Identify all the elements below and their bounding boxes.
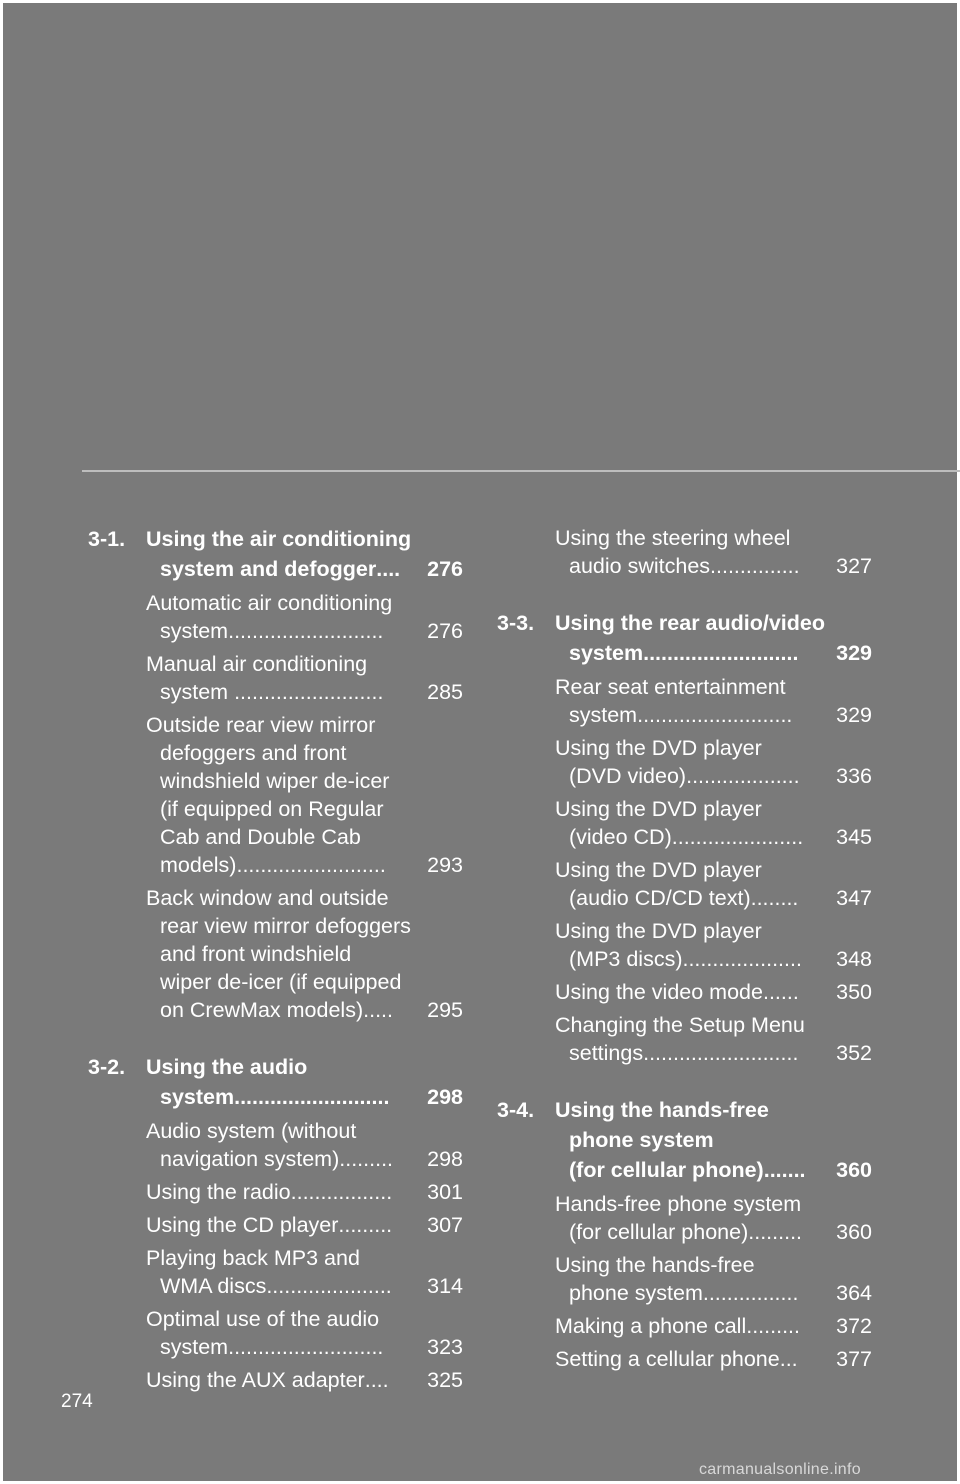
toc-entry[interactable] <box>497 673 872 729</box>
entry-line: system <box>160 1335 229 1359</box>
leader-dots: ........ <box>750 886 799 910</box>
section-title-line: (for cellular phone) <box>569 1158 764 1182</box>
entry-line: Outside rear view mirror <box>146 713 376 737</box>
entry-line: Using the video mode <box>555 980 763 1004</box>
entry-line: Using the DVD player <box>555 858 762 882</box>
entry-line: defoggers and front <box>160 741 347 765</box>
toc-right-column <box>497 524 872 1373</box>
leader-dots: ....... <box>763 1158 806 1182</box>
toc-entry[interactable] <box>88 1366 463 1394</box>
toc-entry[interactable] <box>88 589 463 645</box>
section-title[interactable] <box>88 524 463 584</box>
section-title-line: system and defogger <box>160 557 377 581</box>
page-ref: 301 <box>427 1180 463 1204</box>
page-ref: 314 <box>427 1274 463 1298</box>
toc-entry[interactable] <box>497 734 872 790</box>
entry-line: Audio system (without <box>146 1119 357 1143</box>
page-ref: 345 <box>836 825 872 849</box>
page-ref: 329 <box>836 641 872 665</box>
toc-entry[interactable] <box>497 1011 872 1067</box>
leader-dots: ..................... <box>266 1274 392 1298</box>
entry-line: (audio CD/CD text) <box>569 886 751 910</box>
section-title-line: phone system <box>569 1128 714 1152</box>
section-title-line: system <box>569 641 644 665</box>
divider-rule <box>82 470 960 472</box>
leader-dots: .......................... <box>643 1041 799 1065</box>
entry-line: (DVD video) <box>569 764 687 788</box>
toc-entry[interactable] <box>88 1244 463 1300</box>
leader-dots: ......... <box>338 1213 393 1237</box>
page-number: 274 <box>61 1391 93 1412</box>
page-ref: 364 <box>836 1281 872 1305</box>
page-ref: 347 <box>836 886 872 910</box>
leader-dots: ...... <box>762 980 799 1004</box>
toc-entry[interactable] <box>497 1190 872 1246</box>
entry-line: Using the DVD player <box>555 919 762 943</box>
entry-line: Setting a cellular phone <box>555 1347 780 1371</box>
entry-line: models) <box>160 853 237 877</box>
toc-entry[interactable] <box>88 711 463 879</box>
entry-line: Changing the Setup Menu <box>555 1013 805 1037</box>
entry-line: phone system <box>569 1281 703 1305</box>
toc-section-3-2 <box>88 1052 463 1394</box>
toc-entry[interactable] <box>497 856 872 912</box>
page-ref: 329 <box>836 703 872 727</box>
toc-entry[interactable] <box>88 884 463 1024</box>
toc-entry[interactable] <box>497 1251 872 1307</box>
watermark: carmanualsonline.info <box>699 1461 861 1478</box>
leader-dots: .......................... <box>643 641 799 665</box>
leader-dots: .......................... <box>637 703 793 727</box>
section-number: 3-1. <box>88 527 126 551</box>
entry-line: rear view mirror defoggers <box>160 914 411 938</box>
entry-line: Playing back MP3 and <box>146 1246 360 1270</box>
toc-entry[interactable] <box>497 917 872 973</box>
section-number: 3-3. <box>497 611 535 635</box>
page-ref: 336 <box>836 764 872 788</box>
page-ref: 360 <box>836 1220 872 1244</box>
entry-line: Using the AUX adapter <box>146 1368 365 1392</box>
leader-dots: ......... <box>339 1147 394 1171</box>
entry-line: windshield wiper de-icer <box>160 769 390 793</box>
page-ref: 285 <box>427 680 463 704</box>
section-number: 3-2. <box>88 1055 126 1079</box>
leader-dots: ......................... <box>234 680 384 704</box>
toc-section-3-4 <box>497 1095 872 1373</box>
entry-line: system <box>160 680 235 704</box>
page-ref: 307 <box>427 1213 463 1237</box>
page-ref: 352 <box>836 1041 872 1065</box>
toc-section-3-3 <box>497 608 872 1067</box>
entry-line: (MP3 discs) <box>569 947 683 971</box>
toc-entry[interactable] <box>88 1117 463 1173</box>
leader-dots: .......................... <box>234 1085 390 1109</box>
page-ref: 372 <box>836 1314 872 1338</box>
page-ref: 360 <box>836 1158 872 1182</box>
entry-line: Using the CD player <box>146 1213 339 1237</box>
toc-entry[interactable] <box>88 1178 463 1206</box>
section-title-line: Using the audio <box>146 1055 308 1079</box>
entry-line: Rear seat entertainment <box>555 675 786 699</box>
entry-line: settings <box>569 1041 644 1065</box>
page-ref: 295 <box>427 998 463 1022</box>
entry-line: Using the DVD player <box>555 797 762 821</box>
toc-entry[interactable] <box>497 795 872 851</box>
leader-dots: ................... <box>686 764 800 788</box>
page-ref: 350 <box>836 980 872 1004</box>
leader-dots: .... <box>364 1368 389 1392</box>
leader-dots: ................. <box>290 1180 393 1204</box>
leader-dots: .......................... <box>228 1335 384 1359</box>
page-ref: 293 <box>427 853 463 877</box>
page-ref: 298 <box>427 1085 463 1109</box>
toc-entry[interactable] <box>88 1305 463 1361</box>
leader-dots: ......... <box>746 1314 800 1338</box>
entry-line: Using the hands-free <box>555 1253 755 1277</box>
entry-line: Optimal use of the audio <box>146 1307 380 1331</box>
entry-line: Cab and Double Cab <box>160 825 361 849</box>
leader-dots: .................... <box>682 947 802 971</box>
manual-page <box>3 3 957 1481</box>
entry-line: Using the DVD player <box>555 736 762 760</box>
toc-left-column <box>88 524 463 1394</box>
entry-line: and front windshield <box>160 942 352 966</box>
entry-line: Manual air conditioning <box>146 652 368 676</box>
leader-dots: ...................... <box>671 825 804 849</box>
leader-dots: ......... <box>748 1220 803 1244</box>
section-title[interactable] <box>88 1052 463 1112</box>
section-title-line: Using the rear audio/video <box>555 611 825 635</box>
leader-dots: ................ <box>702 1281 799 1305</box>
section-title[interactable] <box>497 1095 872 1185</box>
entry-line: (for cellular phone) <box>569 1220 749 1244</box>
toc-entry[interactable] <box>88 650 463 706</box>
entry-line: Using the steering wheel <box>555 526 791 550</box>
leader-dots: ......................... <box>236 853 386 877</box>
entry-line: on CrewMax models) <box>160 998 364 1022</box>
page-ref: 325 <box>427 1368 463 1392</box>
page-ref: 377 <box>836 1347 872 1371</box>
leader-dots: ..... <box>363 998 393 1022</box>
entry-line: wiper de-icer (if equipped <box>160 970 402 994</box>
page-ref: 276 <box>427 557 463 581</box>
entry-line: Using the radio <box>146 1180 291 1204</box>
toc-entry[interactable] <box>497 524 872 580</box>
entry-line: WMA discs <box>160 1274 267 1298</box>
section-title-line: Using the air conditioning <box>146 527 412 551</box>
page-ref: 298 <box>427 1147 463 1171</box>
entry-line: audio switches <box>569 554 711 578</box>
page-ref: 348 <box>836 947 872 971</box>
entry-line: (video CD) <box>569 825 672 849</box>
entry-line: Automatic air conditioning <box>146 591 393 615</box>
page-ref: 323 <box>427 1335 463 1359</box>
section-title-line: Using the hands-free <box>555 1098 769 1122</box>
toc-entry[interactable] <box>497 1345 872 1373</box>
toc-entry[interactable] <box>497 978 872 1006</box>
entry-line: navigation system) <box>160 1147 340 1171</box>
entry-line: (if equipped on Regular <box>160 797 384 821</box>
leader-dots: ... <box>779 1347 798 1371</box>
entry-line: Making a phone call <box>555 1314 747 1338</box>
entry-line: system <box>569 703 638 727</box>
entry-line: Hands-free phone system <box>555 1192 802 1216</box>
toc-entry[interactable] <box>88 1211 463 1239</box>
entry-line: Back window and outside <box>146 886 389 910</box>
leader-dots: .... <box>376 557 401 581</box>
section-title-line: system <box>160 1085 235 1109</box>
entry-line: system <box>160 619 229 643</box>
section-title[interactable] <box>497 608 872 668</box>
page-ref: 327 <box>836 554 872 578</box>
toc-entry[interactable] <box>497 1312 872 1340</box>
leader-dots: ............... <box>710 554 800 578</box>
leader-dots: .......................... <box>228 619 384 643</box>
section-number: 3-4. <box>497 1098 535 1122</box>
toc-section-3-1 <box>88 524 463 1024</box>
page-ref: 276 <box>427 619 463 643</box>
